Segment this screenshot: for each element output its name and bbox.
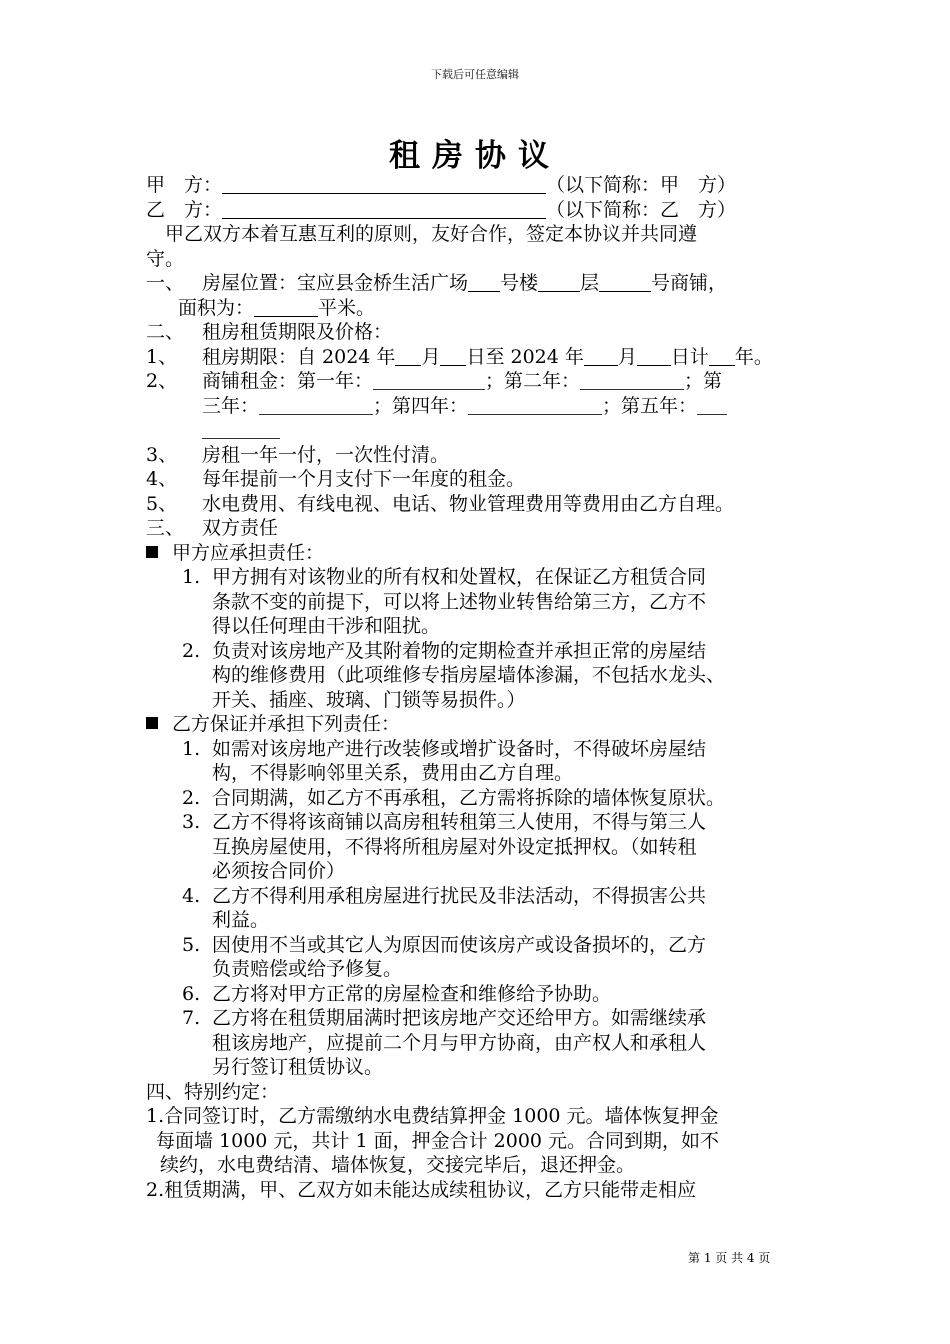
clause-2-4 xyxy=(146,467,818,492)
special-term-2-line-1: 2.租赁期满，甲、乙双方如未能达成续租协议，乙方只能带走相应 xyxy=(146,1178,697,1201)
list-item-line xyxy=(146,835,818,860)
list-item-number xyxy=(146,908,212,933)
party-b-suffix: （以下简称：乙 方） xyxy=(546,198,737,221)
special-term-1-line-3: 续约，水电费结清、墙体恢复，交接完毕后，退还押金。 xyxy=(160,1154,636,1176)
party-a-duties-title: 甲方应承担责任： xyxy=(172,541,325,564)
list-item-text: 合同期满，如乙方不再承租，乙方需将拆除的墙体恢复原状。 xyxy=(212,786,726,809)
start-day-blank[interactable] xyxy=(440,347,466,366)
section-2-heading xyxy=(146,320,818,345)
list-item-text: 互换房屋使用，不得将所租房屋对外设定抵押权。（如转租 xyxy=(212,835,697,858)
list-item-line xyxy=(146,933,818,958)
location-label: 房屋位置：宝应县金桥生活广场 xyxy=(202,272,469,294)
clause-2-5-text: 水电费用、有线电视、电话、物业管理费用等费用由乙方自理。 xyxy=(202,492,735,515)
rent-year3-label: 三年： xyxy=(202,394,260,417)
clause-2-3 xyxy=(146,443,818,468)
list-item-text: 负责赔偿或给予修复。 xyxy=(212,958,403,980)
party-b-label: 乙 方： xyxy=(146,198,223,221)
list-item-text: 构，不得影响邻里关系，费用由乙方自理。 xyxy=(212,762,574,784)
item-number-text: 4. xyxy=(182,884,201,907)
list-item-number xyxy=(146,810,212,835)
list-item-number xyxy=(146,957,212,982)
document-title: 租房协议 xyxy=(389,138,561,174)
list-item-number xyxy=(146,1006,212,1031)
rent-year4-blank[interactable] xyxy=(468,396,602,415)
section-3-title: 双方责任 xyxy=(202,517,279,539)
party-b-line xyxy=(146,198,818,223)
list-item-text: 乙方不得利用承租房屋进行扰民及非法活动，不得损害公共 xyxy=(212,884,707,907)
list-item-line xyxy=(146,639,818,664)
term-start-label: 租房期限：自 2024 年 xyxy=(202,345,396,368)
end-day-blank[interactable] xyxy=(637,347,671,366)
square-bullet-icon xyxy=(146,546,158,558)
party-a-duties-heading xyxy=(146,541,818,566)
party-a-suffix: （以下简称：甲 方） xyxy=(546,174,737,196)
list-item-number xyxy=(146,884,212,909)
list-item-number xyxy=(146,1031,212,1056)
list-item-line xyxy=(146,908,818,933)
rent-year5-label: ；第五年： xyxy=(602,394,698,417)
clause-2-4-number: 4、 xyxy=(146,468,178,490)
party-a-blank[interactable] xyxy=(222,175,546,194)
list-item-text: 得以任何理由干涉和阻扰。 xyxy=(212,615,441,637)
party-b-duties-list xyxy=(146,737,818,1080)
list-item-number xyxy=(146,761,212,786)
list-item-line xyxy=(146,859,818,884)
list-item-text: 负责对该房地产及其附着物的定期检查并承担正常的房屋结 xyxy=(212,639,707,662)
list-item-number xyxy=(146,1055,212,1080)
list-item-text: 因使用不当或其它人为原因而使该房产或设备损坏的，乙方 xyxy=(212,933,707,956)
clause-2-2-line-3 xyxy=(146,418,818,443)
clause-2-5-number: 5、 xyxy=(146,492,178,515)
document-body xyxy=(146,173,818,1202)
clause-2-3-text: 房租一年一付，一次性付清。 xyxy=(202,443,450,466)
section-1-line-1 xyxy=(146,271,818,296)
shop-label: 号商铺， xyxy=(651,272,728,294)
list-item-text: 条款不变的前提下，可以将上述物业转售给第三方，乙方不 xyxy=(212,590,707,613)
list-item-text: 乙方将在租赁期届满时把该房地产交还给甲方。如需继续承 xyxy=(212,1007,707,1029)
item-number-text: 5. xyxy=(182,933,201,956)
clause-2-2-line-2 xyxy=(146,394,818,419)
list-item-line xyxy=(146,737,818,762)
list-item-line xyxy=(146,957,818,982)
section-4-heading: 四、特别约定： xyxy=(146,1080,280,1103)
list-item-number xyxy=(146,859,212,884)
list-item-line xyxy=(146,590,818,615)
list-item-number xyxy=(146,639,212,664)
list-item-text: 开关、插座、玻璃、门锁等易损件。） xyxy=(212,688,526,711)
list-item-line xyxy=(146,614,818,639)
area-unit: 平米。 xyxy=(318,296,376,319)
item-number-text: 2. xyxy=(182,786,201,809)
list-item-text: 乙方不得将该商铺以高房租转租第三人使用，不得与第三人 xyxy=(212,811,707,833)
page-footer: 第 1 页 共 4 页 xyxy=(688,1251,771,1265)
item-number-text: 6. xyxy=(182,982,201,1005)
item-number-text: 3. xyxy=(182,811,201,833)
shop-number-blank[interactable] xyxy=(599,273,651,292)
list-item-line xyxy=(146,688,818,713)
rent-year4-label: ；第四年： xyxy=(373,394,469,417)
rent-year1-blank[interactable] xyxy=(373,371,485,390)
clause-2-2-line-1 xyxy=(146,369,818,394)
start-month-blank[interactable] xyxy=(395,347,421,366)
floor-label: 层 xyxy=(580,272,600,294)
list-item-number xyxy=(146,835,212,860)
list-item-number xyxy=(146,614,212,639)
special-term-1-line-1: 1.合同签订时，乙方需缴纳水电费结算押金 1000 元。墙体恢复押金 xyxy=(146,1105,719,1127)
clause-2-1-number: 1、 xyxy=(146,345,178,368)
list-item-number xyxy=(146,786,212,811)
rent-year5-blank-continued[interactable] xyxy=(202,420,280,439)
intro-line-2: 守。 xyxy=(146,247,185,270)
year-label: 年。 xyxy=(734,345,773,368)
party-a-duties-list xyxy=(146,565,818,712)
area-label: 面积为： xyxy=(178,296,255,319)
list-item-text: 构的维修费用（此项维修专指房屋墙体渗漏，不包括水龙头、 xyxy=(212,664,726,686)
list-item-line xyxy=(146,810,818,835)
rent-year2-label: ；第二年： xyxy=(485,370,581,392)
section-3-number: 三、 xyxy=(146,517,185,539)
list-item-line xyxy=(146,761,818,786)
list-item-line xyxy=(146,982,818,1007)
month-label: 月 xyxy=(421,345,441,368)
party-b-blank[interactable] xyxy=(222,200,546,219)
clause-2-2-number: 2、 xyxy=(146,370,178,392)
list-item-line xyxy=(146,1031,818,1056)
party-a-line xyxy=(146,173,818,198)
list-item-text: 另行签订租赁协议。 xyxy=(212,1056,384,1078)
rent-year5-blank[interactable] xyxy=(697,396,727,415)
list-item-text: 租该房地产，应提前二个月与甲方协商，由产权人和承租人 xyxy=(212,1031,707,1054)
page-header: 下载后可任意编辑 xyxy=(431,68,519,81)
list-item-number xyxy=(146,565,212,590)
rent-year3-prefix: ；第 xyxy=(684,370,723,392)
item-number-text: 2. xyxy=(182,639,201,662)
list-item-number xyxy=(146,590,212,615)
floor-blank[interactable] xyxy=(538,273,580,292)
rent-year3-blank[interactable] xyxy=(259,396,373,415)
party-b-duties-heading xyxy=(146,712,818,737)
area-blank[interactable] xyxy=(254,298,318,317)
end-month-blank[interactable] xyxy=(584,347,618,366)
section-1-line-2 xyxy=(146,296,818,321)
clause-2-4-text: 每年提前一个月支付下一年度的租金。 xyxy=(202,468,526,490)
month-label: 月 xyxy=(617,345,637,368)
clause-2-1 xyxy=(146,345,818,370)
building-blank[interactable] xyxy=(468,273,500,292)
list-item-line xyxy=(146,786,818,811)
section-2-title: 租房租赁期限及价格： xyxy=(202,321,393,343)
party-a-label: 甲 方： xyxy=(146,174,223,196)
list-item-line xyxy=(146,884,818,909)
list-item-text: 甲方拥有对该物业的所有权和处置权，在保证乙方租赁合同 xyxy=(212,566,707,588)
item-number-text: 1. xyxy=(182,566,201,588)
term-end-label: 日至 2024 年 xyxy=(466,345,584,368)
special-term-1-line-2: 每面墙 1000 元，共计 1 面，押金合计 2000 元。合同到期，如不 xyxy=(156,1129,720,1152)
building-label: 号楼 xyxy=(500,272,539,294)
item-number-text: 7. xyxy=(182,1007,201,1029)
party-b-duties-title: 乙方保证并承担下列责任： xyxy=(172,713,401,735)
list-item-number xyxy=(146,663,212,688)
total-label: 日计 xyxy=(670,345,709,368)
list-item-line xyxy=(146,565,818,590)
list-item-text: 必须按合同价） xyxy=(212,860,346,882)
list-item-number xyxy=(146,688,212,713)
list-item-text: 如需对该房地产进行改装修或增扩设备时，不得破坏房屋结 xyxy=(212,737,707,760)
list-item-line xyxy=(146,1055,818,1080)
list-item-text: 乙方将对甲方正常的房屋检查和维修给予协助。 xyxy=(212,982,612,1005)
list-item-number xyxy=(146,737,212,762)
rent-year1-label: 商铺租金：第一年： xyxy=(202,370,374,392)
intro-line-1: 甲乙双方本着互惠互利的原则，友好合作，签定本协议并共同遵 xyxy=(146,223,698,245)
section-3-heading xyxy=(146,516,818,541)
list-item-line xyxy=(146,1006,818,1031)
list-item-text: 利益。 xyxy=(212,909,270,931)
years-blank[interactable] xyxy=(709,347,735,366)
section-2-number: 二、 xyxy=(146,321,185,343)
rent-year2-blank[interactable] xyxy=(580,371,684,390)
list-item-number xyxy=(146,982,212,1007)
item-number-text: 1. xyxy=(182,737,201,760)
clause-2-3-number: 3、 xyxy=(146,443,178,466)
square-bullet-icon xyxy=(146,717,158,729)
list-item-line xyxy=(146,663,818,688)
list-item-number xyxy=(146,933,212,958)
section-1-number: 一、 xyxy=(146,272,185,294)
clause-2-5 xyxy=(146,492,818,517)
